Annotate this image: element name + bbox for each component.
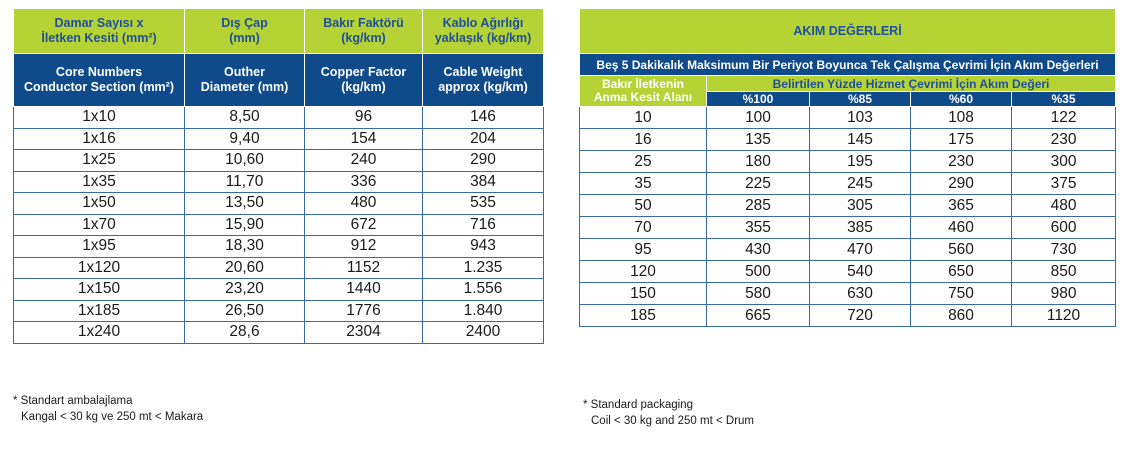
table-row [14, 128, 544, 150]
note-tr-line1: * Standart ambalajlama [13, 395, 133, 407]
table-cell: 560 [911, 239, 1012, 261]
packaging-note-tr [13, 393, 203, 425]
header-tr-outer-diameter: Dış Çap (mm) [185, 9, 305, 54]
table-cell: 535 [423, 193, 544, 215]
table-row [14, 257, 544, 279]
header-pct-100: %100 [707, 92, 810, 107]
table-cell: 650 [911, 261, 1012, 283]
table-cell: 1x185 [14, 300, 185, 322]
table-cell: 290 [911, 173, 1012, 195]
table-cell: 750 [911, 283, 1012, 305]
table-cell: 716 [423, 214, 544, 236]
table-cell: 2304 [305, 322, 423, 344]
table-cell: 500 [707, 261, 810, 283]
header-en-outer-diameter: Outher Diameter (mm) [185, 54, 305, 107]
header-en-core-section: Core Numbers Conductor Section (mm²) [14, 54, 185, 107]
table-cell: 730 [1012, 239, 1116, 261]
header-pct-35: %35 [1012, 92, 1116, 107]
table-row [580, 107, 1116, 129]
table-cell: 336 [305, 171, 423, 193]
table-cell: 1x25 [14, 150, 185, 172]
cable-spec-table [13, 8, 544, 344]
header-tr-cable-weight: Kablo Ağırlığı yaklaşık (kg/km) [423, 9, 544, 54]
table-title: AKIM DEĞERLERİ [580, 9, 1116, 54]
table-cell: 2400 [423, 322, 544, 344]
table-cell: 8,50 [185, 107, 305, 129]
table-cell: 10 [580, 107, 707, 129]
table-cell: 1x70 [14, 214, 185, 236]
subtitle-row [580, 54, 1116, 76]
table-cell: 70 [580, 217, 707, 239]
table-cell: 100 [707, 107, 810, 129]
table-cell: 1120 [1012, 305, 1116, 327]
current-values-body [580, 107, 1116, 327]
table-cell: 1x240 [14, 322, 185, 344]
table-cell: 135 [707, 129, 810, 151]
table-row [14, 279, 544, 301]
table-cell: 305 [810, 195, 911, 217]
table-cell: 11,70 [185, 171, 305, 193]
table-cell: 108 [911, 107, 1012, 129]
table-cell: 665 [707, 305, 810, 327]
table-cell: 720 [810, 305, 911, 327]
table-cell: 540 [810, 261, 911, 283]
group-header-row [580, 76, 1116, 92]
table-cell: 850 [1012, 261, 1116, 283]
table-cell: 980 [1012, 283, 1116, 305]
table-row [580, 283, 1116, 305]
table-row [14, 150, 544, 172]
header-tr-core-section: Damar Sayısı x İletken Kesiti (mm²) [14, 9, 185, 54]
packaging-note-en [583, 397, 754, 429]
table-row [14, 171, 544, 193]
table-cell: 1152 [305, 257, 423, 279]
table-row [580, 151, 1116, 173]
table-cell: 365 [911, 195, 1012, 217]
table-cell: 96 [305, 107, 423, 129]
table-cell: 300 [1012, 151, 1116, 173]
header-en-cable-weight: Cable Weight approx (kg/km) [423, 54, 544, 107]
header-pct-85: %85 [810, 92, 911, 107]
table-cell: 122 [1012, 107, 1116, 129]
table-cell: 145 [810, 129, 911, 151]
table-cell: 1776 [305, 300, 423, 322]
table-cell: 860 [911, 305, 1012, 327]
table-row [14, 236, 544, 258]
table-cell: 1.235 [423, 257, 544, 279]
table-cell: 150 [580, 283, 707, 305]
table-cell: 240 [305, 150, 423, 172]
table-cell: 10,60 [185, 150, 305, 172]
header-tr-copper-factor: Bakır Faktörü (kg/km) [305, 9, 423, 54]
table-cell: 630 [810, 283, 911, 305]
table-cell: 1440 [305, 279, 423, 301]
table-cell: 230 [911, 151, 1012, 173]
table-cell: 26,50 [185, 300, 305, 322]
table-cell: 195 [810, 151, 911, 173]
table-cell: 290 [423, 150, 544, 172]
note-tr-line2: Kangal < 30 kg ve 250 mt < Makara [21, 411, 204, 423]
table-row [580, 129, 1116, 151]
table-cell: 1.840 [423, 300, 544, 322]
table-cell: 180 [707, 151, 810, 173]
table-cell: 943 [423, 236, 544, 258]
table-cell: 230 [1012, 129, 1116, 151]
table-cell: 430 [707, 239, 810, 261]
table-cell: 185 [580, 305, 707, 327]
table-cell: 600 [1012, 217, 1116, 239]
table-cell: 28,6 [185, 322, 305, 344]
table-cell: 1x10 [14, 107, 185, 129]
table-cell: 146 [423, 107, 544, 129]
table-row [14, 107, 544, 129]
table-row [580, 261, 1116, 283]
header-nominal-section: Bakır İletkenin Anma Kesit Alanı [580, 76, 707, 107]
table-row [580, 217, 1116, 239]
table-cell: 50 [580, 195, 707, 217]
table-cell: 285 [707, 195, 810, 217]
note-en-line1: * Standard packaging [583, 399, 693, 411]
header-duty-cycle-group: Belirtilen Yüzde Hizmet Çevrimi İçin Akım Değeri [707, 76, 1116, 92]
table-cell: 580 [707, 283, 810, 305]
table-subtitle: Beş 5 Dakikalık Maksimum Bir Periyot Boyunca Tek Çalışma Çevrimi İçin Akım Değerleri [580, 54, 1116, 76]
table-cell: 912 [305, 236, 423, 258]
table-cell: 1x95 [14, 236, 185, 258]
note-en-line2: Coil < 30 kg and 250 mt < Drum [591, 415, 754, 427]
table-cell: 1x120 [14, 257, 185, 279]
table-cell: 23,20 [185, 279, 305, 301]
table-cell: 1x150 [14, 279, 185, 301]
table-cell: 13,50 [185, 193, 305, 215]
table-cell: 9,40 [185, 128, 305, 150]
table-row [580, 239, 1116, 261]
table-cell: 245 [810, 173, 911, 195]
table-cell: 16 [580, 129, 707, 151]
table-row [14, 322, 544, 344]
table-row [580, 195, 1116, 217]
table-cell: 103 [810, 107, 911, 129]
table-cell: 672 [305, 214, 423, 236]
table-cell: 480 [305, 193, 423, 215]
table-cell: 470 [810, 239, 911, 261]
table-cell: 384 [423, 171, 544, 193]
table-cell: 15,90 [185, 214, 305, 236]
table-cell: 154 [305, 128, 423, 150]
table-cell: 25 [580, 151, 707, 173]
table-cell: 204 [423, 128, 544, 150]
title-row [580, 9, 1116, 54]
table-row [580, 305, 1116, 327]
table-cell: 1.556 [423, 279, 544, 301]
table-cell: 225 [707, 173, 810, 195]
header-row-en [14, 54, 544, 107]
table-row [14, 193, 544, 215]
table-cell: 1x35 [14, 171, 185, 193]
table-cell: 1x50 [14, 193, 185, 215]
header-pct-60: %60 [911, 92, 1012, 107]
table-cell: 375 [1012, 173, 1116, 195]
table-cell: 95 [580, 239, 707, 261]
table-cell: 35 [580, 173, 707, 195]
table-row [14, 300, 544, 322]
cable-spec-body [14, 107, 544, 344]
header-en-copper-factor: Copper Factor (kg/km) [305, 54, 423, 107]
table-row [14, 214, 544, 236]
current-values-table [579, 8, 1116, 327]
table-cell: 18,30 [185, 236, 305, 258]
table-cell: 480 [1012, 195, 1116, 217]
table-cell: 20,60 [185, 257, 305, 279]
table-cell: 460 [911, 217, 1012, 239]
header-row-tr [14, 9, 544, 54]
table-cell: 120 [580, 261, 707, 283]
table-row [580, 173, 1116, 195]
table-cell: 175 [911, 129, 1012, 151]
table-cell: 1x16 [14, 128, 185, 150]
table-cell: 385 [810, 217, 911, 239]
table-cell: 355 [707, 217, 810, 239]
